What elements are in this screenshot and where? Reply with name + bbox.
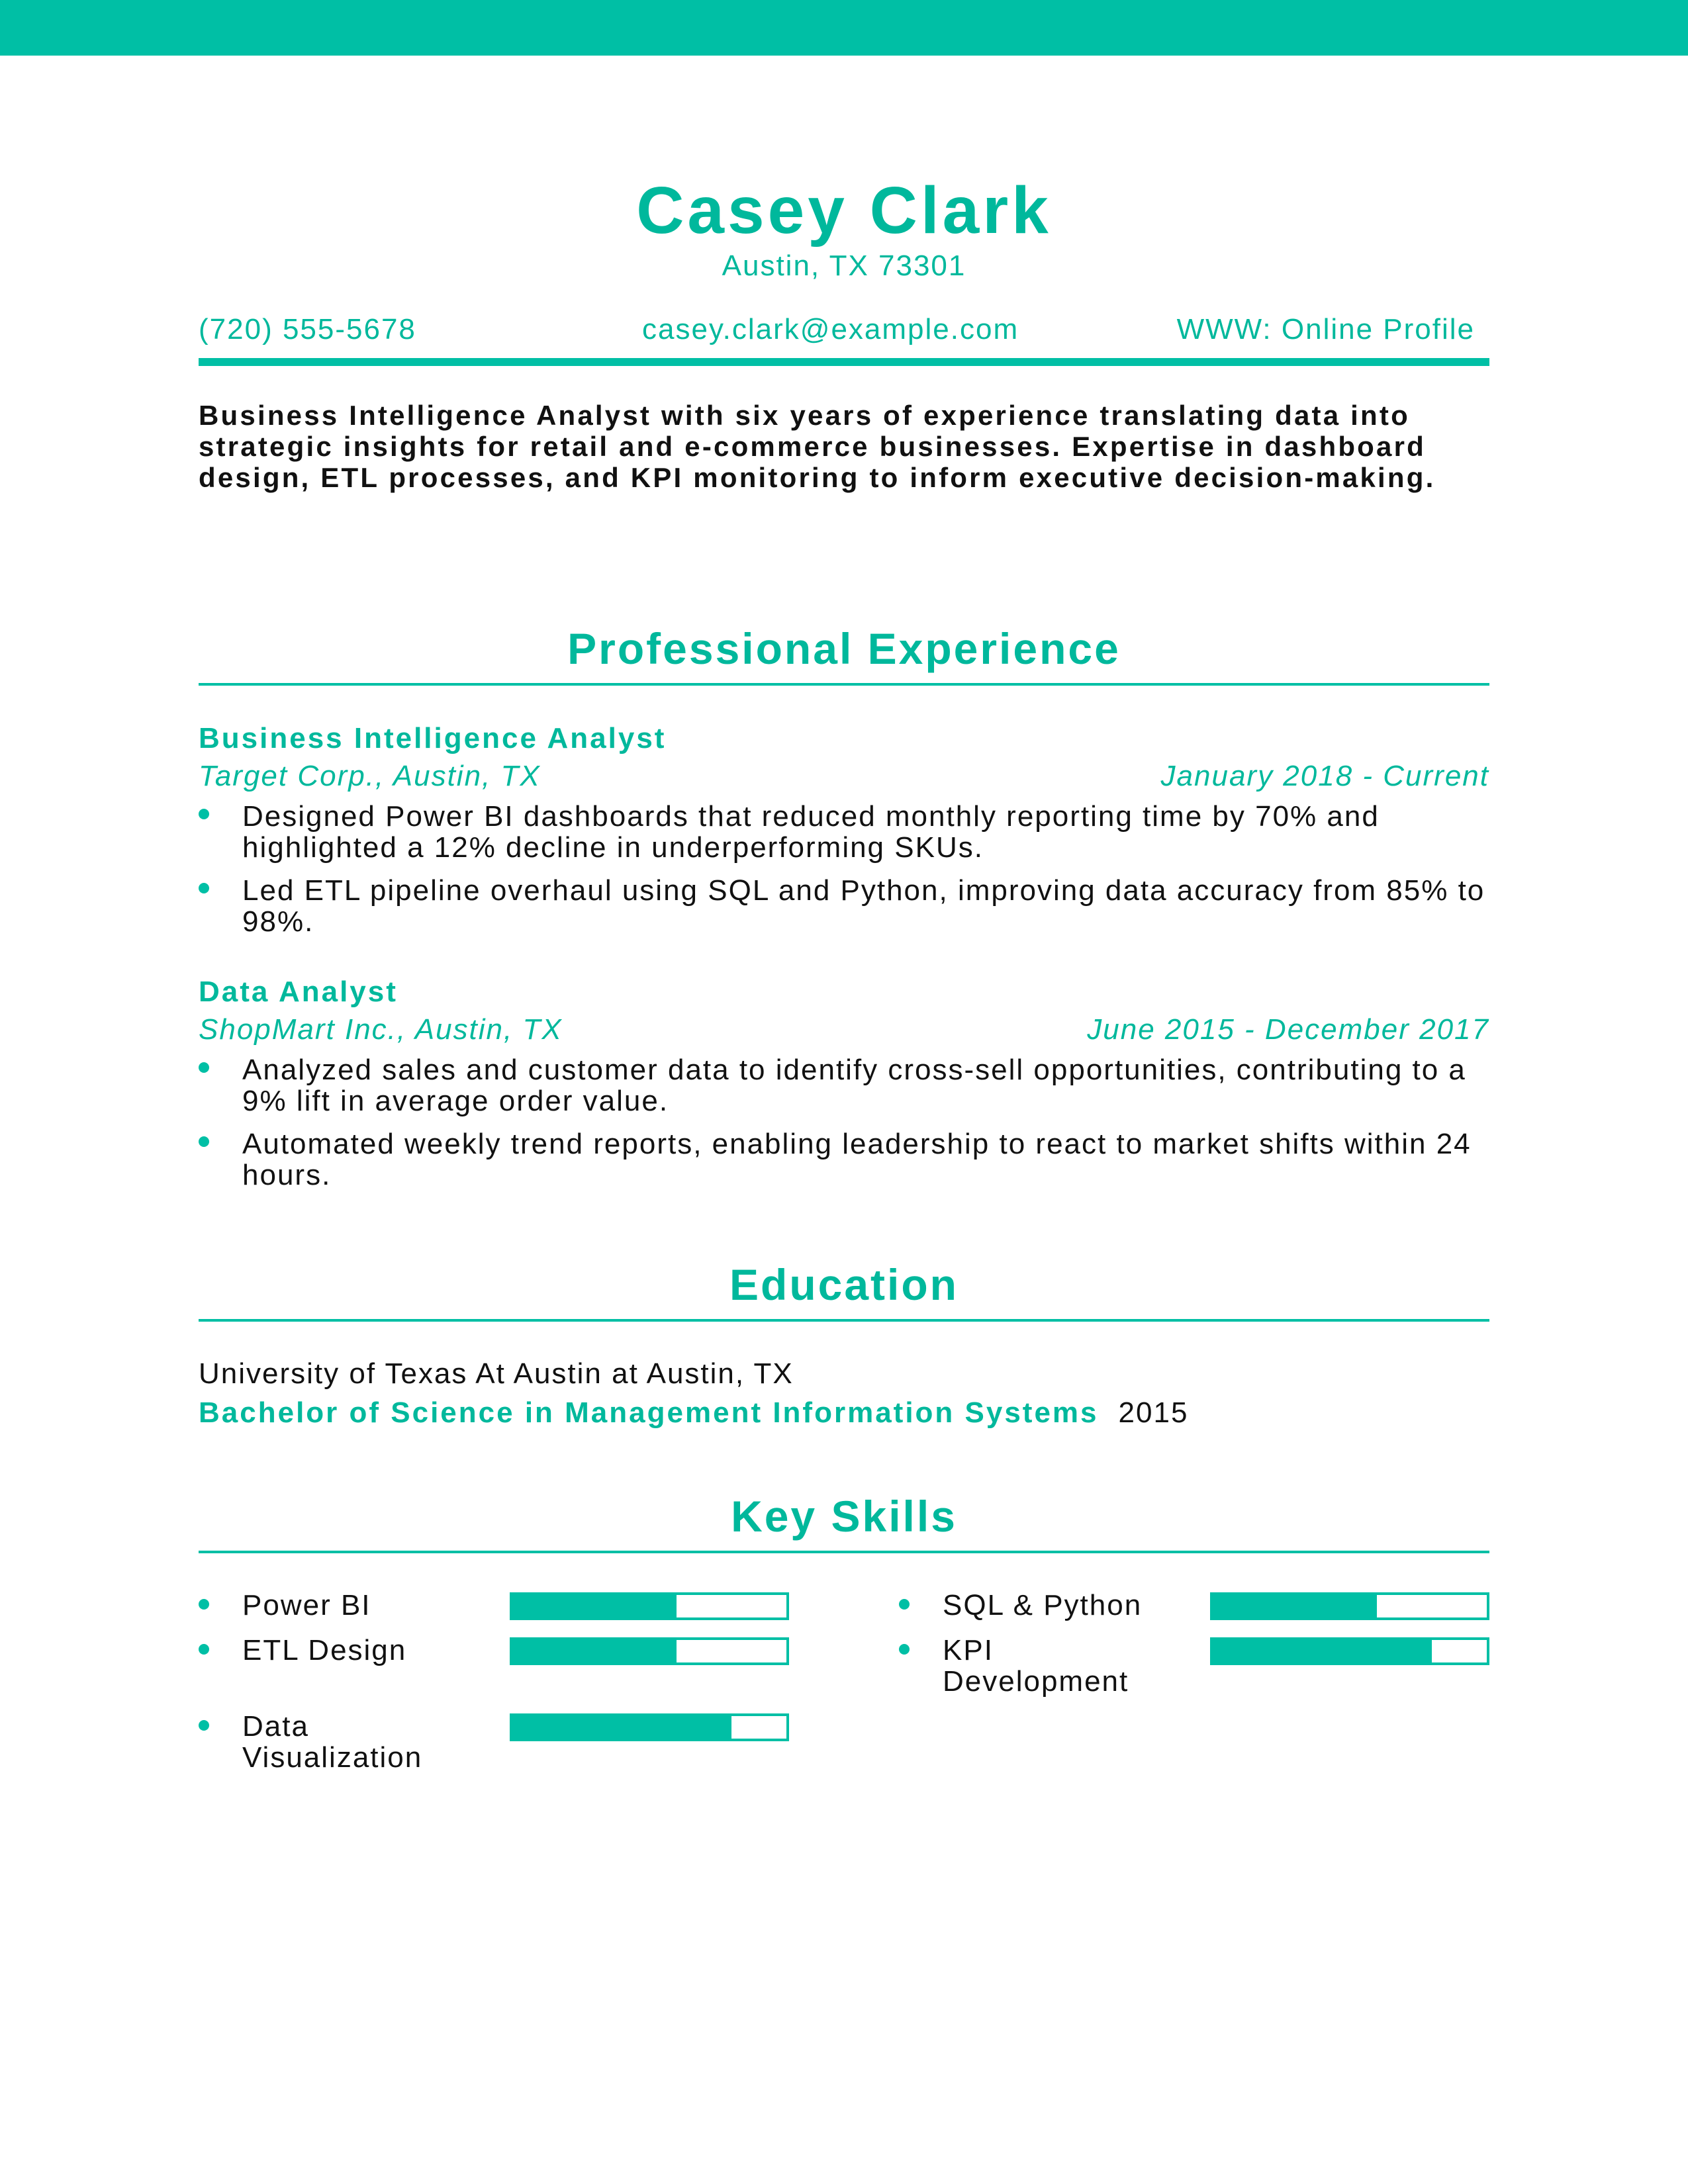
contact-row xyxy=(199,310,1489,349)
skill-level-fill xyxy=(1213,1595,1377,1617)
education-degree: Bachelor of Science in Management Information Systems xyxy=(199,1396,1099,1429)
bullet-text: Analyzed sales and customer data to identify cross-sell opportunities, contributing to a 9% lift in average order value. xyxy=(242,1054,1466,1117)
section-title-education: Education xyxy=(729,1260,959,1309)
skill-name: SQL & Python xyxy=(943,1589,1143,1621)
job-meta xyxy=(199,757,1489,796)
skill-level-bar xyxy=(510,1713,789,1741)
job-bullets xyxy=(199,1054,1489,1191)
bullet-icon xyxy=(199,1644,209,1655)
skill-level-bar xyxy=(510,1592,789,1620)
education-school: University of Texas At Austin at Austin, TX xyxy=(199,1357,794,1390)
skill-name: Power BI xyxy=(242,1589,371,1621)
skill-level-fill xyxy=(1213,1640,1432,1662)
skill-name: KPI Development xyxy=(943,1634,1129,1698)
email-link[interactable]: casey.clark@example.com xyxy=(642,313,1019,345)
job-title: Data Analyst xyxy=(199,976,398,1008)
job-bullet xyxy=(199,801,1489,863)
job-bullet xyxy=(199,1128,1489,1191)
bullet-icon xyxy=(199,809,209,819)
job-title: Business Intelligence Analyst xyxy=(199,722,667,754)
skill-name: Data Visualization xyxy=(242,1710,423,1774)
job-dates: June 2015 - December 2017 xyxy=(1087,1013,1489,1046)
job-company: Target Corp., Austin, TX xyxy=(199,760,541,792)
website-link[interactable]: WWW: Online Profile xyxy=(1176,313,1475,345)
skill-level-fill xyxy=(512,1716,731,1739)
bullet-text: Automated weekly trend reports, enabling leadership to react to market shifts within 24 hours. xyxy=(242,1128,1472,1191)
bullet-icon xyxy=(199,883,209,893)
education-year: 2015 xyxy=(1118,1396,1189,1429)
top-accent-bar xyxy=(0,0,1688,56)
skill-level-fill xyxy=(512,1595,677,1617)
professional-summary: Business Intelligence Analyst with six years of experience translating data into strategic insights for retail and e-commerce businesses. Expertise in dashboard design, ETL processes, and KPI monitoring to inform executive decision-making. xyxy=(199,400,1436,493)
section-title-skills: Key Skills xyxy=(731,1492,957,1541)
job-dates: January 2018 - Current xyxy=(1160,760,1489,792)
candidate-address: Austin, TX 73301 xyxy=(722,250,966,282)
bullet-icon xyxy=(199,1062,209,1073)
contact-divider xyxy=(199,358,1489,366)
job-entry xyxy=(199,974,1489,1191)
section-divider-skills xyxy=(199,1551,1489,1553)
skill-level-bar xyxy=(1210,1592,1489,1620)
section-divider-experience xyxy=(199,683,1489,686)
job-bullet xyxy=(199,1054,1489,1116)
job-bullet xyxy=(199,875,1489,937)
job-entry xyxy=(199,720,1489,937)
skill-name: ETL Design xyxy=(242,1634,407,1666)
bullet-icon xyxy=(899,1644,910,1655)
education-degree-row xyxy=(199,1394,1188,1432)
candidate-name: Casey Clark xyxy=(636,173,1052,248)
bullet-text: Led ETL pipeline overhaul using SQL and Python, improving data accuracy from 85% to 98%. xyxy=(242,874,1485,938)
section-title-experience: Professional Experience xyxy=(567,624,1121,673)
skill-level-fill xyxy=(512,1640,677,1662)
bullet-icon xyxy=(199,1599,209,1610)
skill-level-bar xyxy=(1210,1637,1489,1665)
section-divider-education xyxy=(199,1319,1489,1322)
skill-level-bar xyxy=(510,1637,789,1665)
phone-link[interactable]: (720) 555-5678 xyxy=(199,313,416,345)
job-bullets xyxy=(199,801,1489,937)
bullet-icon xyxy=(199,1720,209,1731)
job-meta xyxy=(199,1011,1489,1049)
bullet-icon xyxy=(899,1599,910,1610)
job-company: ShopMart Inc., Austin, TX xyxy=(199,1013,563,1046)
bullet-text: Designed Power BI dashboards that reduced monthly reporting time by 70% and highlighted a 12% decline in underperforming SKUs. xyxy=(242,800,1380,864)
bullet-icon xyxy=(199,1136,209,1147)
